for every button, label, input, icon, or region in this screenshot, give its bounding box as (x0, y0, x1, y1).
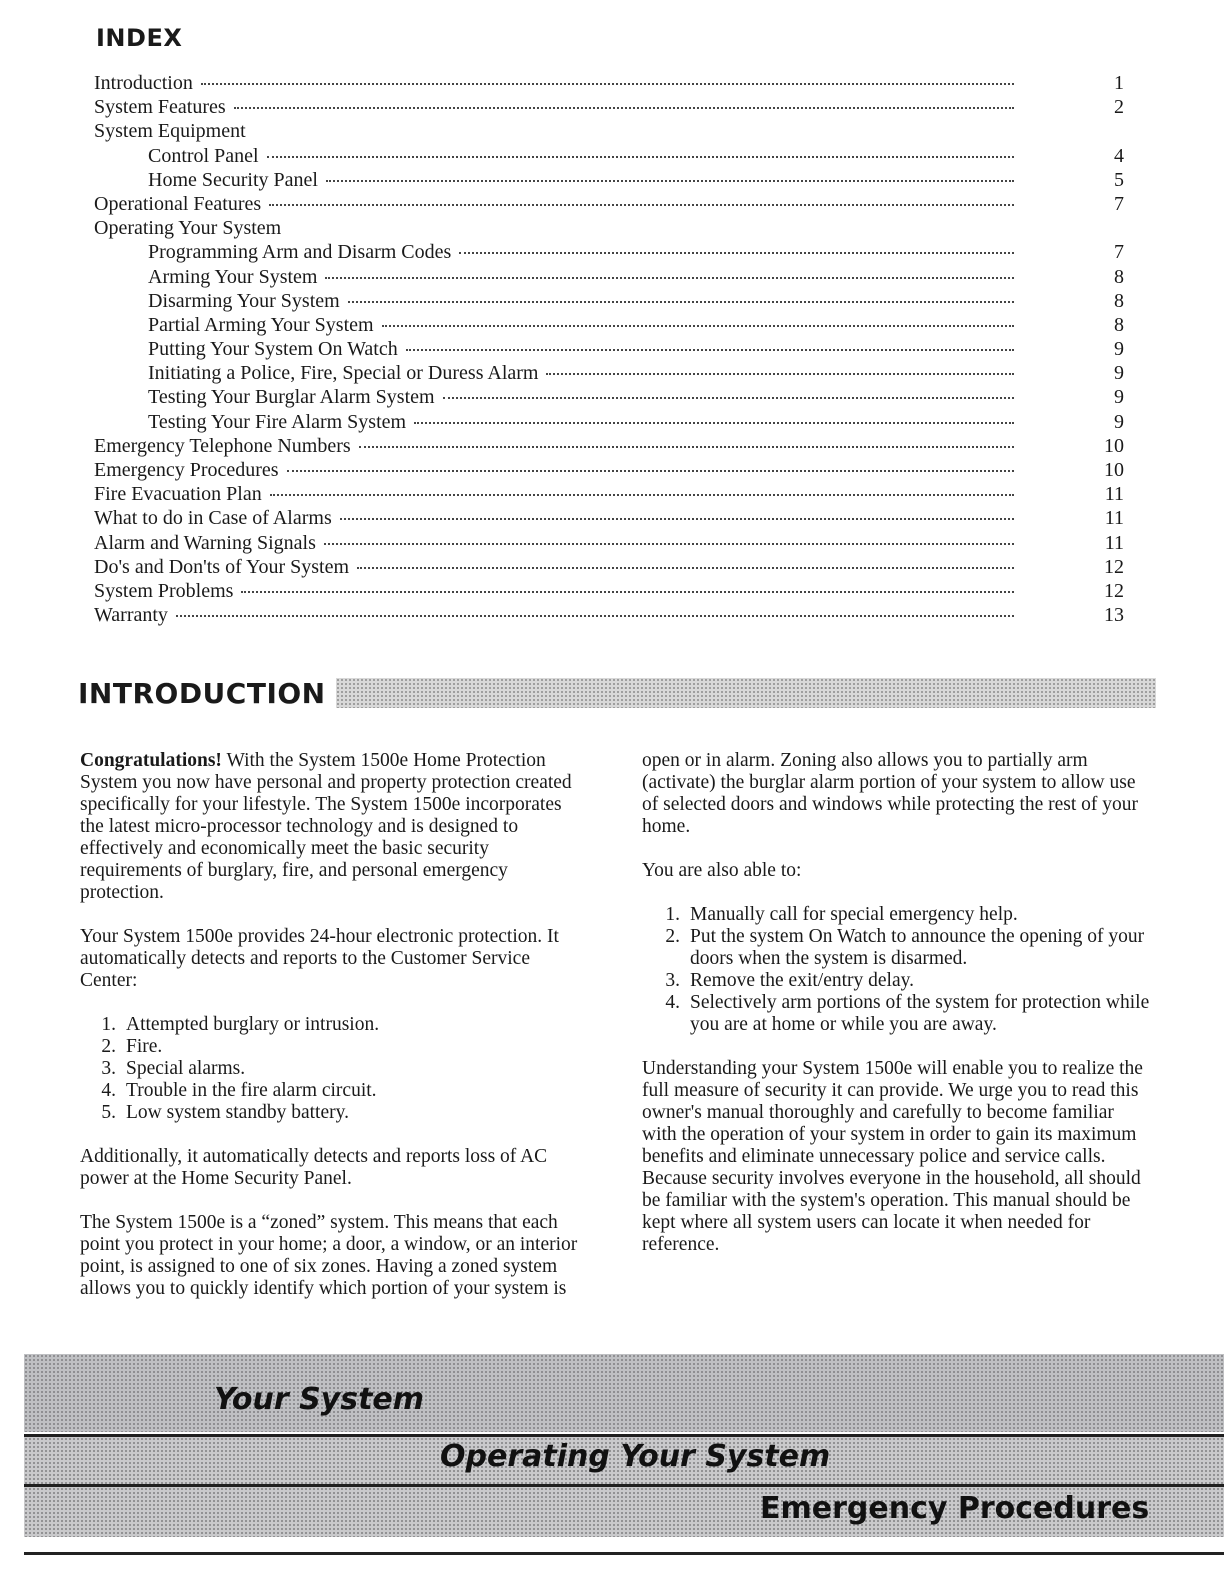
intro-paragraph-4: The System 1500e is a “zoned” system. This means that each point you protect in your home; a door, a window, or an interior point, is assigned to one of six zones. Having a zoned system allows you to quickly identify which portion of your system is (80, 1212, 578, 1299)
page-bottom-rule (24, 1552, 1224, 1555)
toc-leader-dots (357, 567, 1014, 569)
toc-entry-page: 12 (1104, 579, 1124, 602)
toc-entry-page: 1 (1114, 72, 1124, 94)
toc-entry (94, 338, 1124, 362)
toc-leader-dots (287, 470, 1014, 472)
toc-entry-page: 8 (1114, 313, 1124, 336)
toc-entry-page: 9 (1114, 338, 1124, 361)
toc-entry (94, 145, 1124, 169)
toc-entry (94, 483, 1124, 507)
list-item (86, 1058, 590, 1080)
toc-entry-title: Operational Features (94, 192, 262, 215)
toc-entry-title: What to do in Case of Alarms (94, 507, 332, 530)
list-item-number: 4. (665, 992, 680, 1013)
toc-entry (94, 580, 1124, 604)
toc-leader-dots (348, 301, 1014, 303)
list-item-number: 1. (665, 904, 680, 925)
toc-entry (94, 532, 1124, 556)
toc-entry-title: Introduction (94, 72, 193, 94)
toc-entry (94, 604, 1124, 628)
introduction-left-column (80, 750, 590, 1322)
tab-emergency-procedures[interactable] (24, 1484, 1224, 1537)
list-item (86, 1080, 590, 1102)
toc-entry (94, 362, 1124, 386)
toc-entry (94, 96, 1124, 120)
list-item-text: Low system standby battery. (126, 1102, 349, 1123)
table-of-contents (94, 72, 1124, 628)
introduction-header-bar (336, 678, 1156, 708)
list-item-text: Manually call for special emergency help. (690, 904, 1018, 925)
section-tabs (24, 1354, 1224, 1554)
congratulations-lead: Congratulations! (80, 750, 222, 771)
toc-entry-title: Initiating a Police, Fire, Special or Duress Alarm (148, 362, 539, 385)
toc-leader-dots (406, 349, 1014, 351)
toc-entry-title: Fire Evacuation Plan (94, 483, 262, 506)
toc-entry-title: Operating Your System (94, 217, 282, 240)
toc-entry (94, 72, 1124, 96)
introduction-title: INTRODUCTION (78, 677, 336, 710)
intro-paragraph-5: open or in alarm. Zoning also allows you to partially arm (activate) the burglar alarm portion of your system to allow use of selected doors and windows while protecting the rest of your home. (642, 750, 1139, 837)
toc-entry-title: Warranty (94, 604, 168, 627)
toc-entry (94, 507, 1124, 531)
toc-entry-title: Alarm and Warning Signals (94, 531, 316, 554)
intro-paragraph-6: You are also able to: (642, 860, 802, 881)
toc-entry-page: 13 (1104, 604, 1124, 627)
list-item-text: Fire. (126, 1036, 163, 1057)
toc-entry-page: 11 (1104, 483, 1124, 506)
toc-entry-title: Programming Arm and Disarm Codes (148, 241, 452, 264)
toc-entry-page: 10 (1104, 434, 1124, 457)
toc-entry (94, 290, 1124, 314)
toc-entry-page: 11 (1104, 507, 1124, 530)
list-item-text: Special alarms. (126, 1058, 246, 1079)
toc-entry-page: 10 (1104, 459, 1124, 481)
list-item (86, 1036, 590, 1058)
toc-entry (94, 217, 1124, 241)
list-item (650, 992, 1152, 1036)
toc-entry-page: 8 (1114, 289, 1124, 312)
capabilities-list (650, 904, 1152, 1036)
tab-emergency-procedures-label: Emergency Procedures (760, 1491, 1150, 1526)
list-item (650, 904, 1152, 926)
intro-paragraph-1 (80, 750, 590, 904)
toc-leader-dots (459, 252, 1014, 254)
toc-entry-title: Partial Arming Your System (148, 313, 374, 336)
list-item-text: Attempted burglary or intrusion. (126, 1014, 380, 1035)
introduction-right-column (642, 750, 1152, 1278)
toc-leader-dots (326, 180, 1014, 182)
toc-leader-dots (269, 204, 1014, 206)
toc-leader-dots (359, 446, 1014, 448)
toc-entry (94, 386, 1124, 410)
list-item (86, 1102, 590, 1124)
tab-your-system[interactable] (24, 1354, 1224, 1432)
intro-paragraph-7: Understanding your System 1500e will enable you to realize the full measure of security it can provide. We urge you to read this owner's manual thoroughly and carefully to become familiar with the operation of your system in order to gain its maximum benefits and eliminate unnecessary police and service calls. Because security involves everyone in the household, all should be familiar with the system's operation. This manual should be kept where all system users can locate it when needed for reference. (642, 1058, 1143, 1255)
toc-entry-page: 11 (1104, 531, 1124, 554)
index-title: INDEX (96, 24, 183, 52)
list-item-text: Trouble in the fire alarm circuit. (126, 1080, 377, 1101)
toc-entry (94, 193, 1124, 217)
toc-leader-dots (325, 277, 1014, 279)
intro-paragraph-1-text: With the System 1500e Home Protection System you now have personal and property protection created specifically for your lifestyle. The System 1500e incorporates the latest micro-processor technology and is designed to effectively and economically meet the basic security requirements of burglary, fire, and personal emergency protection. (80, 750, 572, 903)
toc-entry (94, 435, 1124, 459)
toc-entry-title: Putting Your System On Watch (148, 338, 398, 361)
list-item-text: Selectively arm portions of the system for protection while you are at home or while you are away. (690, 992, 1150, 1035)
list-item-number: 5. (101, 1102, 116, 1123)
intro-paragraph-3: Additionally, it automatically detects and reports loss of AC power at the Home Security Panel. (80, 1146, 548, 1189)
toc-entry-page: 5 (1114, 168, 1124, 191)
toc-leader-dots (443, 397, 1014, 399)
list-item-number: 3. (665, 970, 680, 991)
list-item-number: 2. (101, 1036, 116, 1057)
toc-entry-page: 9 (1114, 362, 1124, 385)
toc-entry-title: Testing Your Burglar Alarm System (148, 386, 435, 409)
toc-entry-title: Disarming Your System (148, 289, 340, 312)
toc-entry-title: System Equipment (94, 120, 246, 143)
introduction-header (78, 676, 1156, 710)
toc-entry (94, 241, 1124, 265)
toc-entry-title: Do's and Don'ts of Your System (94, 555, 350, 578)
toc-entry-title: Arming Your System (148, 265, 318, 288)
toc-leader-dots (201, 83, 1014, 85)
toc-entry-page: 2 (1114, 96, 1124, 119)
list-item-text: Put the system On Watch to announce the opening of your doors when the system is disarmed. (690, 926, 1145, 969)
toc-entry (94, 556, 1124, 580)
list-item-number: 3. (101, 1058, 116, 1079)
toc-entry-page: 7 (1114, 241, 1124, 264)
toc-entry (94, 459, 1124, 483)
toc-leader-dots (382, 325, 1014, 327)
toc-entry-title: Home Security Panel (148, 168, 318, 191)
toc-entry-page: 12 (1104, 555, 1124, 578)
toc-entry (94, 411, 1124, 435)
toc-leader-dots (340, 518, 1014, 520)
tab-operating-your-system-label: Operating Your System (440, 1439, 831, 1474)
intro-paragraph-2: Your System 1500e provides 24-hour electronic protection. It automatically detects and reports to the Customer Service Center: (80, 926, 559, 991)
toc-entry (94, 169, 1124, 193)
toc-leader-dots (324, 543, 1014, 545)
toc-entry-page: 9 (1114, 410, 1124, 433)
toc-leader-dots (267, 156, 1014, 158)
list-item-text: Remove the exit/entry delay. (690, 970, 914, 991)
list-item-number: 2. (665, 926, 680, 947)
toc-entry-page: 9 (1114, 386, 1124, 409)
toc-entry-title: System Problems (94, 579, 234, 602)
list-item (86, 1014, 590, 1036)
toc-entry-page: 8 (1114, 265, 1124, 288)
toc-leader-dots (234, 107, 1014, 109)
toc-entry-title: Emergency Procedures (94, 459, 279, 481)
detection-list (86, 1014, 590, 1124)
toc-leader-dots (414, 422, 1014, 424)
list-item (650, 970, 1152, 992)
toc-entry-title: System Features (94, 96, 226, 119)
toc-entry-title: Emergency Telephone Numbers (94, 434, 351, 457)
toc-entry-title: Control Panel (148, 144, 259, 167)
tab-operating-your-system[interactable] (24, 1434, 1224, 1485)
toc-leader-dots (270, 494, 1014, 496)
list-item-number: 4. (101, 1080, 116, 1101)
toc-entry (94, 314, 1124, 338)
list-item (650, 926, 1152, 970)
toc-entry-page: 7 (1114, 192, 1124, 215)
toc-entry-page: 4 (1114, 144, 1124, 167)
toc-entry (94, 266, 1124, 290)
toc-leader-dots (176, 615, 1014, 617)
list-item-number: 1. (101, 1014, 116, 1035)
toc-leader-dots (546, 373, 1014, 375)
toc-entry-title: Testing Your Fire Alarm System (148, 410, 407, 433)
toc-entry (94, 120, 1124, 144)
toc-leader-dots (241, 591, 1014, 593)
tab-your-system-label: Your System (214, 1382, 425, 1417)
